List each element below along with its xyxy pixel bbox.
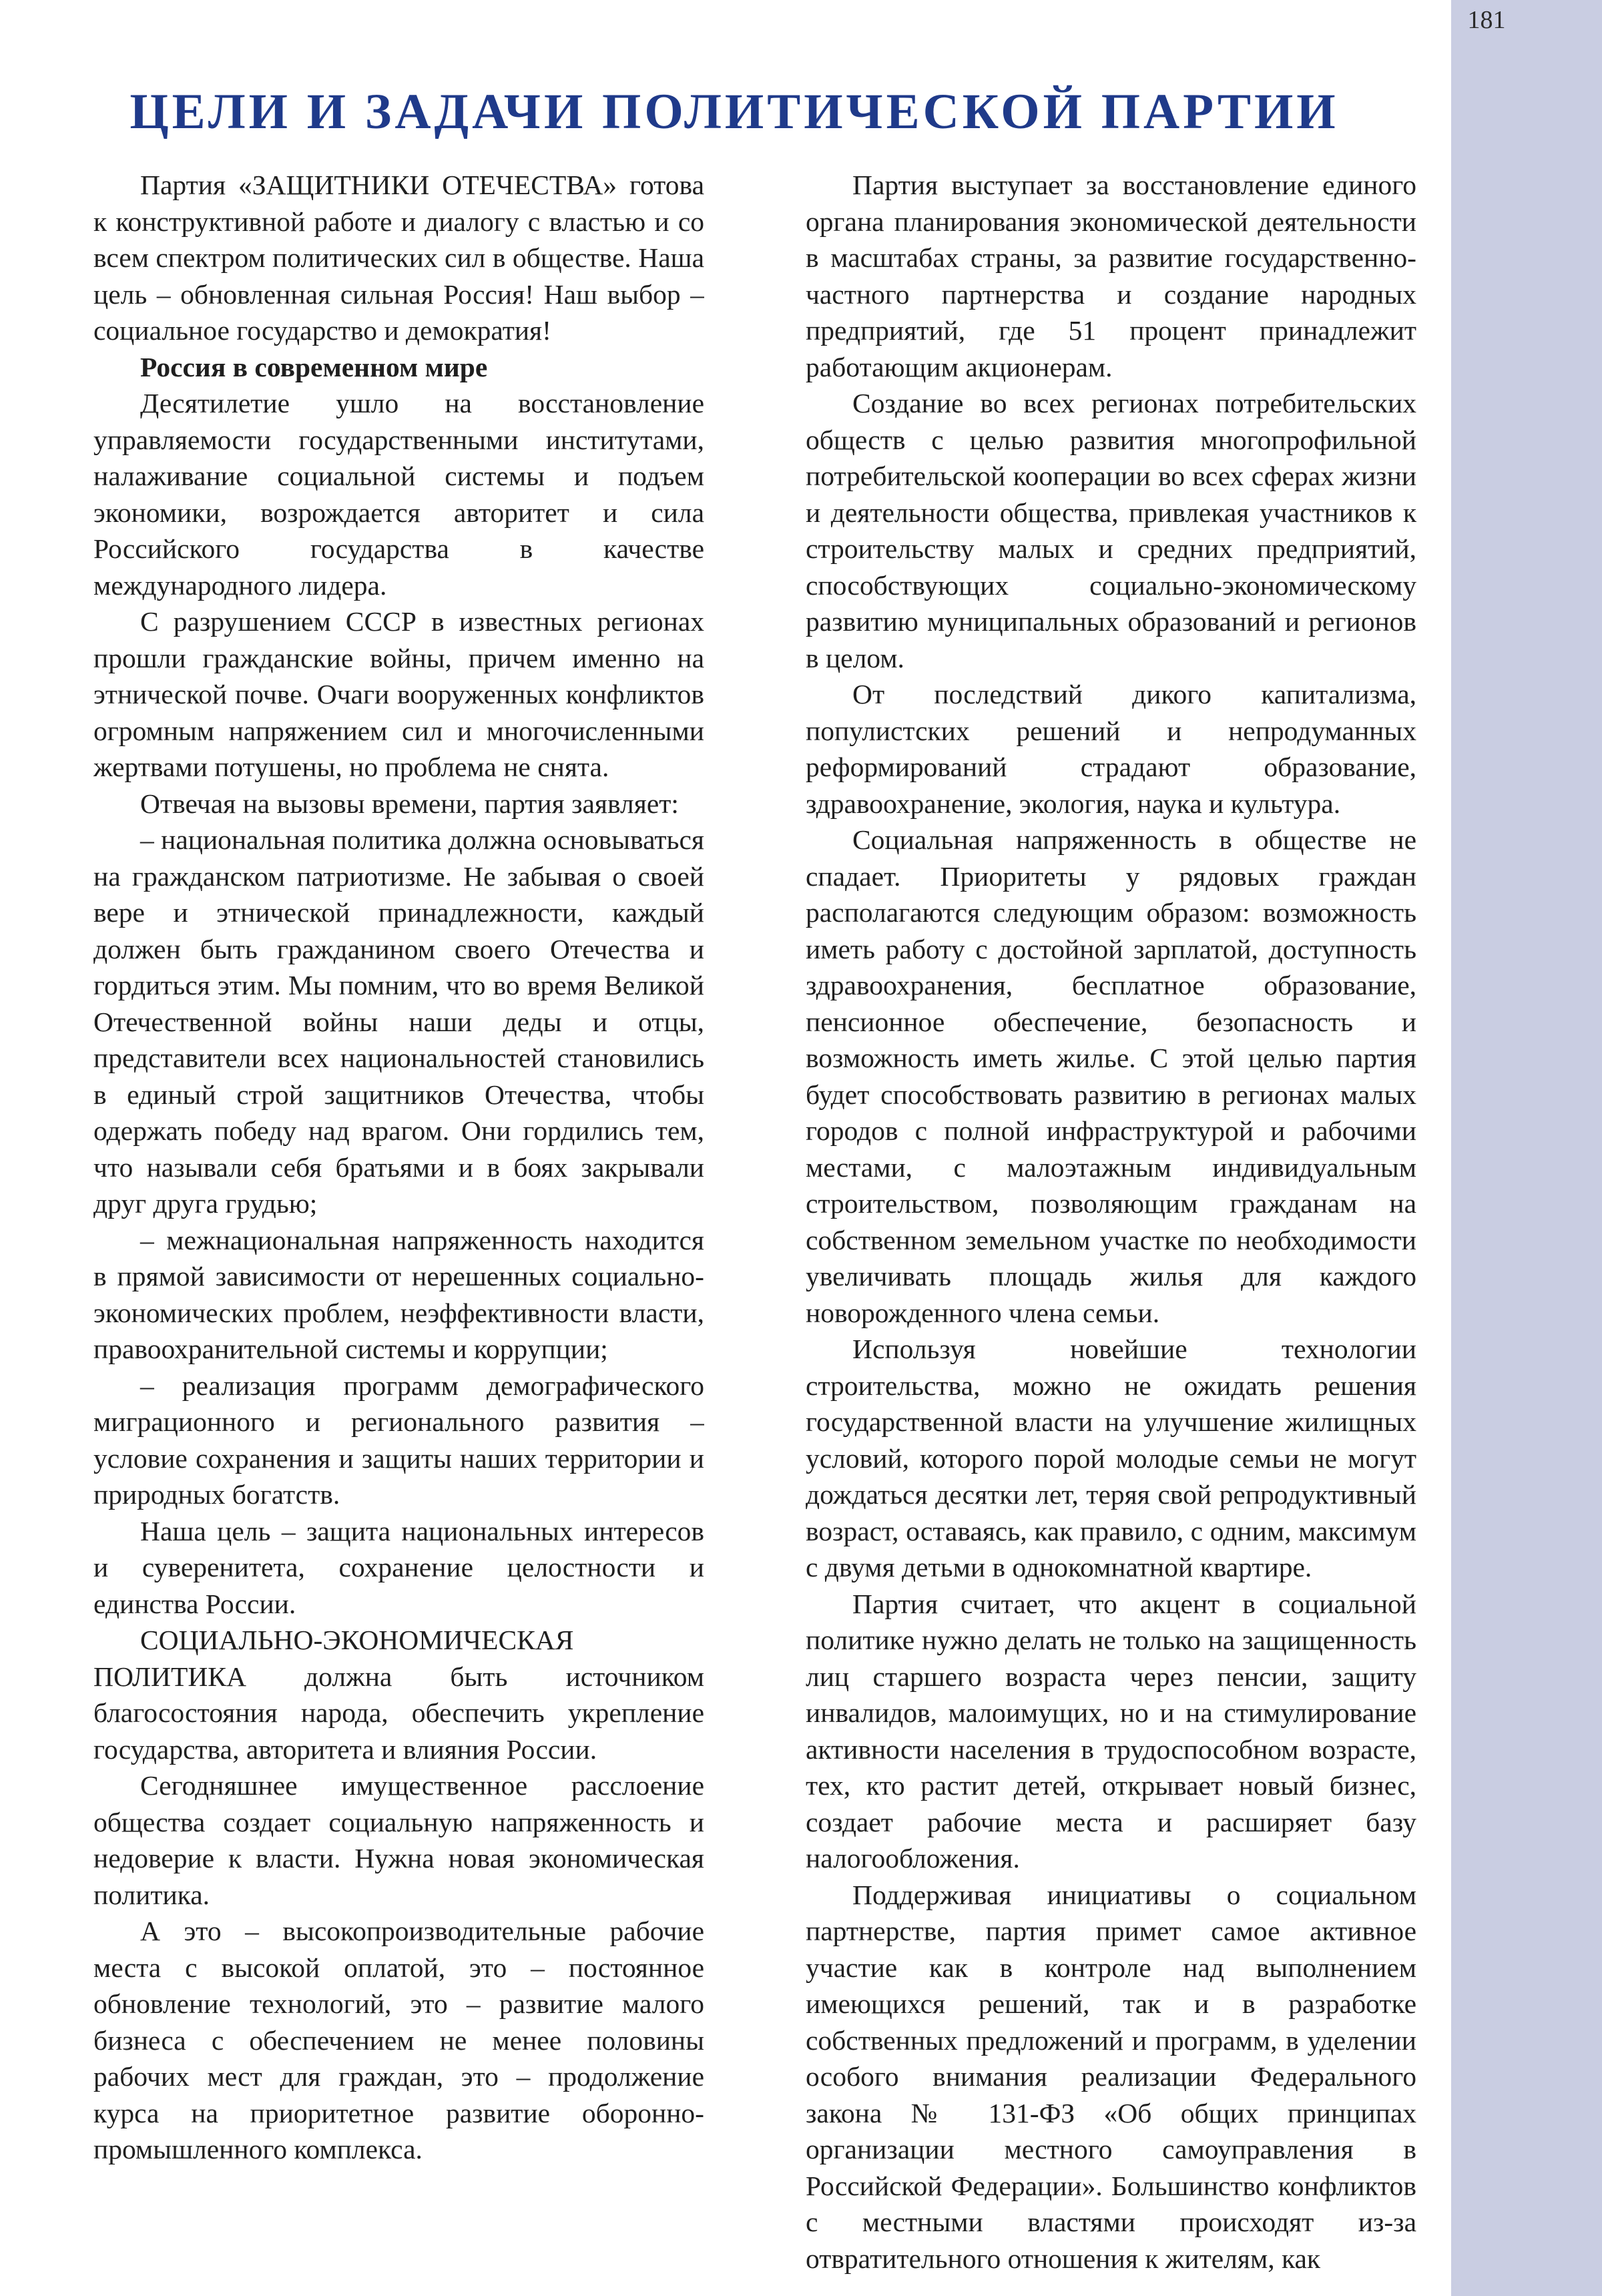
page-title: ЦЕЛИ И ЗАДАЧИ ПОЛИТИЧЕСКОЙ ПАРТИИ	[129, 84, 1339, 139]
paragraph: Наша цель – защита национальных интересов и суверенитета, сохранение целостности и единства России.	[93, 1515, 704, 1619]
paragraph: Создание во всех регионах потребительских обществ с целью развития многопрофильной потребительской кооперации во всех сферах жизни и деятельности общества, привлекая участников к строительству малых и средних предприятий, способствующих социально-экономическому развитию муниципальных образований и регионов в целом.	[806, 388, 1416, 673]
paragraph: Сегодняшнее имущественное расслоение общества создает социальную напряженность и недоверие к власти. Нужна новая экономическая политика.	[93, 1770, 704, 1910]
right-text-column	[806, 167, 1416, 2283]
paragraph: Используя новейшие технологии строительства, можно не ожидать решения государственной власти на улучшение жилищных условий, которого порой молодые семьи не могут дождаться десятки лет, теряя свой репродуктивный возраст, оставаясь, как правило, с одним, максимум с двумя детьми в однокомнатной квартире.	[806, 1334, 1416, 1583]
side-color-bar	[1451, 0, 1602, 2296]
paragraph: – реализация программ демографического миграционного и регионального развития – условие сохранения и защиты наших территории и природных богатств.	[93, 1370, 704, 1510]
left-text-column	[93, 167, 704, 2283]
section-heading: Россия в современном мире	[140, 351, 488, 382]
paragraph: Десятилетие ушло на восстановление управляемости государственными институтами, налаживание социальной системы и подъем экономики, возрождается авторитет и сила Российского государства в качестве международного лидера.	[93, 388, 704, 601]
page-number: 181	[1467, 6, 1506, 34]
paragraph: – межнациональная напряженность находится в прямой зависимости от нерешенных социально-экономических проблем, неэффективности власти, правоохранительной системы и коррупции;	[93, 1224, 704, 1364]
paragraph: Партия выступает за восстановление единого органа планирования экономической деятельности в масштабах страны, за развитие государственно-частного партнерства и создание народных предприятий, где 51 процент принадлежит работающим акционерам.	[806, 170, 1416, 382]
paragraph: Отвечая на вызовы времени, партия заявляет:	[140, 788, 679, 819]
paragraph: А это – высокопроизводительные рабочие места с высокой оплатой, это – постоянное обновление технологий, это – развитие малого бизнеса с обеспечением не менее половины рабочих мест для граждан, это – продолжение курса на приоритетное развитие оборонно-промышленного комплекса.	[93, 1916, 704, 2165]
paragraph: СОЦИАЛЬНО-ЭКОНОМИЧЕСКАЯ ПОЛИТИКА должна быть источником благосостояния народа, обеспечить укрепление государства, авторитета и влияния России.	[93, 1625, 704, 1765]
paragraph: Партия «ЗАЩИТНИКИ ОТЕЧЕСТВА» готова к конструктивной работе и диалогу с властью и со всем спектром политических сил в обществе. Наша цель – обновленная сильная Россия! Наш выбор – социальное государство и демократия!	[93, 170, 704, 346]
paragraph: С разрушением СССР в известных регионах прошли гражданские войны, причем именно на этнической почве. Очаги вооруженных конфликтов огромным напряжением сил и многочисленными жертвами потушены, но проблема не снята.	[93, 606, 704, 782]
paragraph: Социальная напряженность в обществе не спадает. Приоритеты у рядовых граждан располагаются следующим образом: возможность иметь работу с достойной зарплатой, доступность здравоохранения, бесплатное образование, пенсионное обеспечение, безопасность и возможность иметь жилье. С этой целью партия будет способствовать развитию в регионах малых городов с полной инфраструктурой и рабочими местами, с малоэтажным индивидуальным строительством, позволяющим гражданам на собственном земельном участке по необходимости увеличивать площадь жилья для каждого новорожденного члена семьи.	[806, 824, 1416, 1328]
paragraph: Партия считает, что акцент в социальной политике нужно делать не только на защищенность лиц старшего возраста через пенсии, защиту инвалидов, малоимущих, но и на стимулирование активности населения в трудоспособном возрасте, тех, кто растит детей, открывает новый бизнес, создает рабочие места и расширяет базу налогообложения.	[806, 1588, 1416, 1874]
paragraph: Поддерживая инициативы о социальном партнерстве, партия примет самое активное участие как в контроле над выполнением имеющихся решений, так и в разработке собственных предложений и программ, в уделении особого внимания реализации Федерального закона № 131-ФЗ «Об общих принципах организации местного самоуправления в Российской Федерации». Большинство конфликтов с местными властями происходят из-за отвратительного отношения к жителям, как	[806, 1879, 1416, 2274]
paragraph: – национальная политика должна основываться на гражданском патриотизме. Не забывая о своей вере и этнической принадлежности, каждый должен быть гражданином своего Отечества и гордиться этим. Мы помним, что во время Великой Отечественной войны наши деды и отцы, представители всех национальностей становились в единый строй защитников Отечества, чтобы одержать победу над врагом. Они гордились тем, что называли себя братьями и в боях закрывали друг друга грудью;	[93, 824, 704, 1219]
paragraph: От последствий дикого капитализма, популистских решений и непродуманных реформирований страдают образование, здравоохранение, экология, наука и культура.	[806, 679, 1416, 819]
